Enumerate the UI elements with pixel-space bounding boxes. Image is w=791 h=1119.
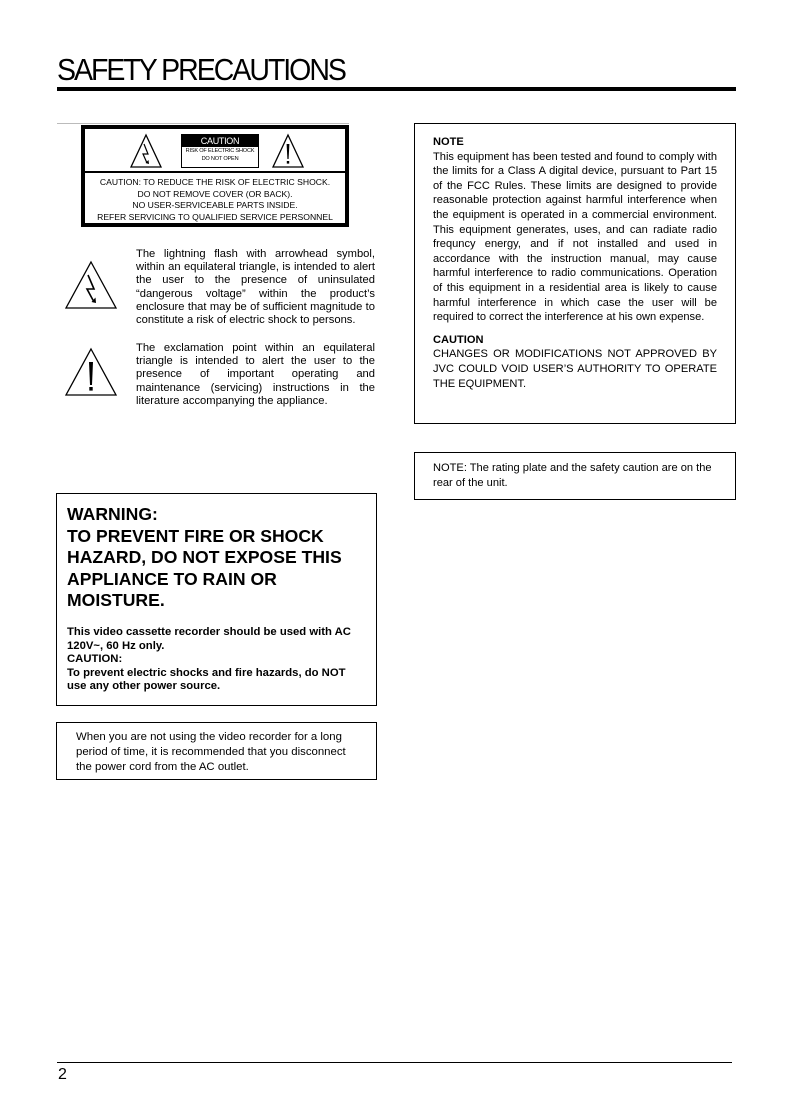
caution-label-line: CAUTION: TO REDUCE THE RISK OF ELECTRIC SHOCK. xyxy=(99,177,331,187)
caution-label-line: NO USER-SERVICEABLE PARTS INSIDE. xyxy=(132,200,298,211)
exclamation-symbol-icon xyxy=(64,347,118,397)
caution-label-header xyxy=(85,129,345,173)
note-caution-body: CHANGES OR MODIFICATIONS NOT APPROVED BY JVC COULD VOID USER’S AUTHORITY TO OPERATE THE EQUIPMENT. xyxy=(433,348,717,390)
footer-rule xyxy=(57,1062,732,1063)
caution-sticker xyxy=(181,134,259,168)
warning-caution-heading: CAUTION: xyxy=(67,653,123,666)
caution-label-line: REFER SERVICING TO QUALIFIED SERVICE PERSONNEL xyxy=(97,211,333,222)
caution-label-line: DO NOT REMOVE COVER (OR BACK). xyxy=(137,188,293,199)
warning-title-line: TO PREVENT FIRE OR SHOCK xyxy=(67,525,324,546)
exclamation-warning-icon xyxy=(271,133,305,169)
page-number: 2 xyxy=(58,1066,67,1083)
caution-label-text xyxy=(85,177,345,223)
power-requirement-text: This video cassette recorder should be used with AC 120V~, 60 Hz only. xyxy=(67,625,351,652)
warning-box xyxy=(56,493,377,706)
power-cord-note: When you are not using the video recorder for a long period of time, it is recommended that you disconnect the power cord from the AC outlet. xyxy=(56,722,377,780)
rating-plate-note: NOTE: The rating plate and the safety caution are on the rear of the unit. xyxy=(414,452,736,500)
exclamation-symbol-description: The exclamation point within an equilateral triangle is intended to alert the user to the presence of important operating and maintenance (servicing) instructions in the literature accompanying the appliance. xyxy=(136,342,375,407)
caution-label xyxy=(81,125,349,227)
divider xyxy=(57,123,349,124)
note-heading: NOTE xyxy=(433,136,464,148)
power-source-warning-text: To prevent electric shocks and fire hazards, do NOT use any other power source. xyxy=(67,666,346,693)
warning-title-line: HAZARD, DO NOT EXPOSE THIS xyxy=(67,547,342,568)
caution-sticker-line-2: DO NOT OPEN xyxy=(201,156,239,162)
fcc-note-box xyxy=(414,123,736,424)
warning-title-line: WARNING: xyxy=(67,504,158,524)
caution-sticker-heading: CAUTION xyxy=(182,135,258,147)
lightning-warning-icon xyxy=(129,133,163,169)
caution-sticker-line-1: RISK OF ELECTRIC SHOCK xyxy=(185,148,255,154)
note-body: This equipment has been tested and found to comply with the limits for a Class A digital device, pursuant to Part 15 of the FCC Rules. These limits are designed to provide reasonable protection against harmful interference when the equipment is operated in a commercial environment. This equipment generates, uses, and can radiate radio frequncy energy, and if not installed and used in accordance with the instruction manual, may cause harmful interference to radio communications. Operation of this equipment in a residential area is likely to cause harmful interference in which case the user will be required to correct the interference at his own expense. xyxy=(433,150,717,324)
note-caution-heading: CAUTION xyxy=(433,333,484,346)
page-title: SAFETY PRECAUTIONS xyxy=(57,52,345,87)
warning-title-line: APPLIANCE TO RAIN OR xyxy=(67,568,277,589)
lightning-symbol-icon xyxy=(64,260,118,310)
warning-title-line: MOISTURE. xyxy=(67,590,165,611)
warning-body xyxy=(67,626,366,694)
lightning-symbol-description: The lightning flash with arrowhead symbol, within an equilateral triangle, is intended to alert the user to the presence of uninsulated “dangerous voltage” within the product’s enclosure that may be of sufficient magnitude to constitute a risk of electric shock to persons. xyxy=(136,248,375,327)
warning-title xyxy=(67,504,366,612)
title-rule xyxy=(57,87,736,91)
